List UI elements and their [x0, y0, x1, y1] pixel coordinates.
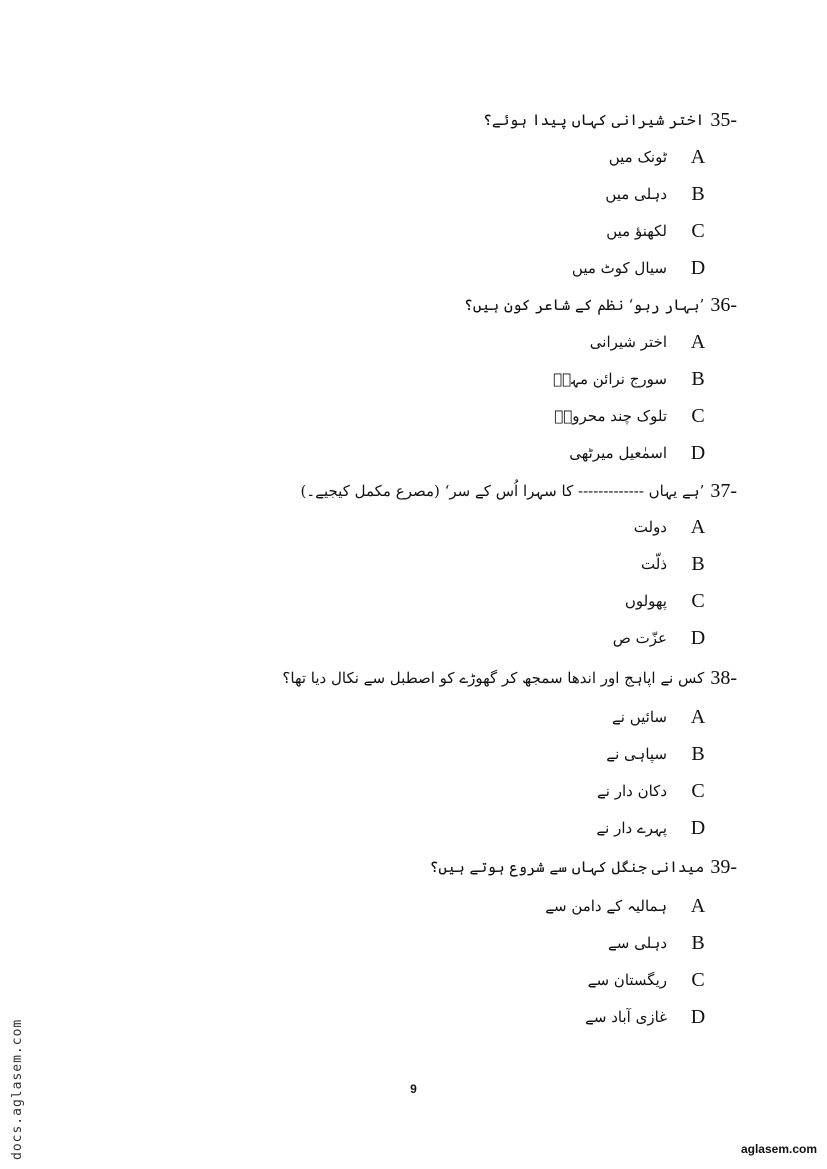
option-letter: A [690, 330, 706, 353]
option-39-c [588, 965, 707, 995]
option-39-b [608, 928, 707, 958]
option-letter: D [690, 441, 706, 464]
option-letter: A [690, 705, 706, 728]
option-text: عزّت ص [612, 629, 667, 647]
question-number: 36- [710, 293, 737, 316]
option-39-d [585, 1002, 707, 1032]
option-38-d [596, 813, 707, 843]
option-text: لکھنؤ میں [606, 222, 667, 240]
option-text: غازی آباد سے [585, 1008, 667, 1026]
page-number: 9 [410, 1082, 417, 1096]
option-letter: C [691, 589, 705, 612]
watermark: docs.aglasem.com [10, 1018, 25, 1160]
option-letter: D [690, 626, 706, 649]
option-36-a [590, 327, 707, 357]
option-text: تلوک چند محرومؔ [554, 407, 667, 425]
question-number: 39- [710, 855, 737, 878]
option-text: اسمٰعیل میرٹھی [569, 444, 667, 462]
option-38-c [597, 776, 707, 806]
option-text: دہلی سے [607, 934, 667, 952]
option-letter: D [690, 256, 706, 279]
option-35-a [609, 142, 707, 172]
option-letter: C [691, 779, 705, 802]
option-35-b [605, 179, 707, 209]
question-text: ’بہار ربو‘ نظم کے شاعر کون ہیں؟ [464, 296, 705, 314]
question-38 [282, 663, 737, 693]
question-text: میدانی جنگل کہاں سے شروع ہوتے ہیں؟ [429, 858, 705, 876]
option-letter: B [691, 552, 705, 575]
question-text: اختر شیرانی کہاں پیدا ہوئے؟ [483, 111, 705, 129]
option-text: سپاہی نے [606, 745, 667, 763]
option-37-d [613, 623, 707, 653]
option-35-d [572, 253, 707, 283]
question-number: 35- [710, 108, 737, 131]
question-37 [301, 476, 737, 506]
option-text: پہرے دار نے [596, 819, 667, 837]
option-letter: B [691, 742, 705, 765]
option-letter: C [691, 219, 705, 242]
option-text: سورج نرائن مہرؔ [553, 370, 667, 388]
question-35 [483, 105, 737, 135]
option-37-b [641, 549, 707, 579]
option-text: اختر شیرانی [589, 333, 667, 351]
option-letter: C [691, 404, 705, 427]
question-39 [430, 852, 737, 882]
option-39-a [545, 891, 707, 921]
option-letter: B [691, 367, 705, 390]
question-number: 37- [710, 479, 737, 502]
option-37-c [625, 586, 707, 616]
option-text: دکان دار نے [597, 782, 667, 800]
option-letter: C [691, 968, 705, 991]
option-36-c [554, 401, 707, 431]
option-36-d [569, 438, 707, 468]
question-text: کس نے اپاہج اور اندھا سمجھ کر گھوڑے کو اصطبل سے نکال دیا تھا؟ [282, 669, 705, 687]
option-text: ریگستان سے [587, 971, 667, 989]
option-letter: B [691, 182, 705, 205]
option-text: سیال کوٹ میں [571, 259, 667, 277]
option-text: ذلّت [641, 555, 667, 573]
option-38-b [606, 739, 707, 769]
option-letter: B [691, 931, 705, 954]
option-38-a [612, 702, 707, 732]
option-letter: A [690, 894, 706, 917]
site-footer: aglasem.com [740, 1142, 817, 1156]
question-36 [464, 290, 737, 320]
option-35-c [606, 216, 707, 246]
question-text: ’ہے یہاں ------------- کا سہرا اُس کے سر‘ (مصرع مکمل کیجیے۔) [300, 482, 705, 500]
option-text: سائیں نے [612, 708, 667, 726]
option-text: دولت [633, 518, 667, 536]
option-letter: A [690, 515, 706, 538]
option-letter: A [690, 145, 706, 168]
option-letter: D [690, 1005, 706, 1028]
option-text: ٹونک میں [608, 148, 667, 166]
question-number: 38- [710, 666, 737, 689]
option-37-a [634, 512, 707, 542]
option-letter: D [690, 816, 706, 839]
option-text: دہلی میں [605, 185, 667, 203]
option-text: ہمالیہ کے دامن سے [545, 897, 667, 915]
option-text: پھولوں [624, 592, 667, 610]
option-36-b [553, 364, 707, 394]
